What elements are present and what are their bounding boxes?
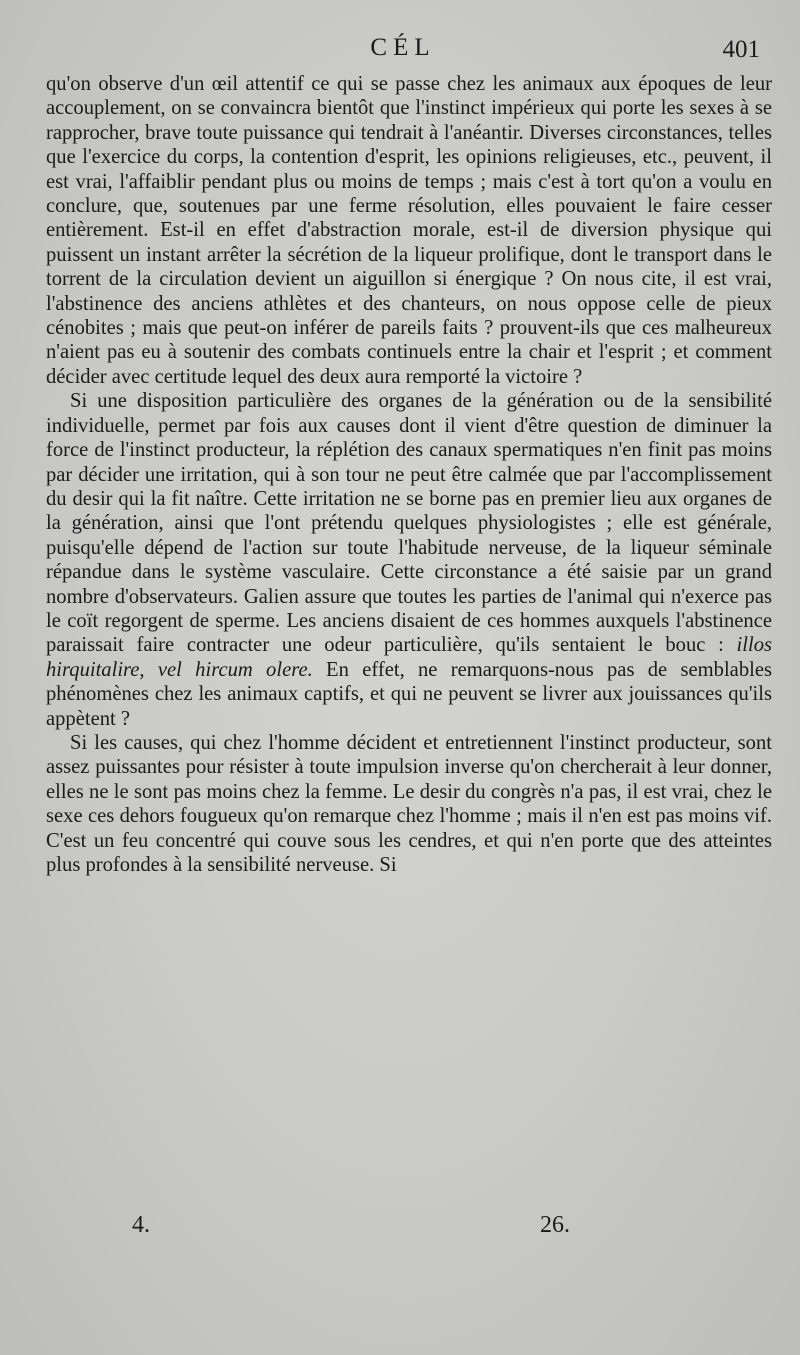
paragraph-2-text: Si une disposition particulière des organes de la génération ou de la sensibilité individuelle, permet par fois aux causes dont il vient d'être question de diminuer la force de l'instinct producteur, la réplétion des canaux spermatiques n'en finit pas moins par décider une irritation, qui à son tour ne peut être calmée que par l'accomplissement du desir qui la fit naître. Cette irritation ne se borne pas en premier lieu aux organes de la génération, ainsi que l'ont prétendu quelques physiologistes ; elle est générale, puisqu'elle dépend de l'action sur toute l'habitude nerveuse, de la liqueur séminale répandue dans le système vasculaire. Cette circonstance a été saisie par un grand nombre d'observateurs. Galien assure que toutes les parties de l'animal qui n'exerce pas le coït regorgent de sperme. Les anciens disaient de ces hommes auxquels l'abstinence paraissait faire contracter une odeur particulière, qu'ils sentaient le bouc : <box>46 390 772 657</box>
body-text <box>46 72 772 877</box>
paragraph-2 <box>46 389 772 731</box>
page-footer <box>46 1212 760 1248</box>
signature-mark: 4. <box>132 1212 150 1238</box>
latin-quotation: illos hirquitalire, vel hircum olere. <box>46 634 773 681</box>
paragraph-2-continuation: En effet, ne remarquons-nous pas de semblables phénomènes chez les animaux captifs, et qui ne peuvent se livrer aux jouissances qu'ils appètent ? <box>46 658 772 730</box>
paragraph-1-text: qu'on observe d'un œil attentif ce qui se passe chez les animaux aux époques de leur accouplement, on se convaincra bientôt que l'instinct impérieux qui porte les sexes à se rapprocher, brave toute puissance qui tendrait à l'anéantir. Diverses circonstances, telles que l'exercice du corps, la contention d'esprit, les opinions religieuses, etc., peuvent, il est vrai, l'affaiblir pendant plus ou moins de temps ; mais c'est à tort qu'on a voulu en conclure, que, soutenues par une ferme résolution, elles pouvaient le faire cesser entièrement. Est-il en effet d'abstraction morale, est-il de diversion physique qui puissent un instant arrêter la sécrétion de la liqueur prolifique, dont le transport dans le torrent de la circulation devient un aiguillon si énergique ? On nous cite, il est vrai, l'abstinence des anciens athlètes et des chanteurs, on nous oppose celle de pieux cénobites ; mais que peut-on inférer de pareils faits ? prouvent-ils que ces malheureux n'aient pas eu à soutenir des combats continuels entre la chair et l'esprit ; et comment décider avec certitude lequel des deux aura remporté la victoire ? <box>46 73 772 388</box>
paragraph-1 <box>46 72 772 389</box>
paragraph-3 <box>46 731 772 877</box>
gathering-mark: 26. <box>540 1212 570 1238</box>
page-number: 401 <box>722 36 760 63</box>
running-title: CÉL <box>370 34 436 61</box>
page-header <box>46 34 760 74</box>
paragraph-3-text: Si les causes, qui chez l'homme décident et entretiennent l'instinct producteur, sont assez puissantes pour résister à toute impulsion inverse qu'on chercherait à leur donner, elles ne le sont pas moins chez la femme. Le desir du congrès n'a pas, il est vrai, chez le sexe ces dehors fougueux qu'on remarque chez l'homme ; mais il n'en est pas moins vif. C'est un feu concentré qui couve sous les cendres, et qui n'en porte que des atteintes plus profondes à la sensibilité nerveuse. Si <box>46 731 772 876</box>
